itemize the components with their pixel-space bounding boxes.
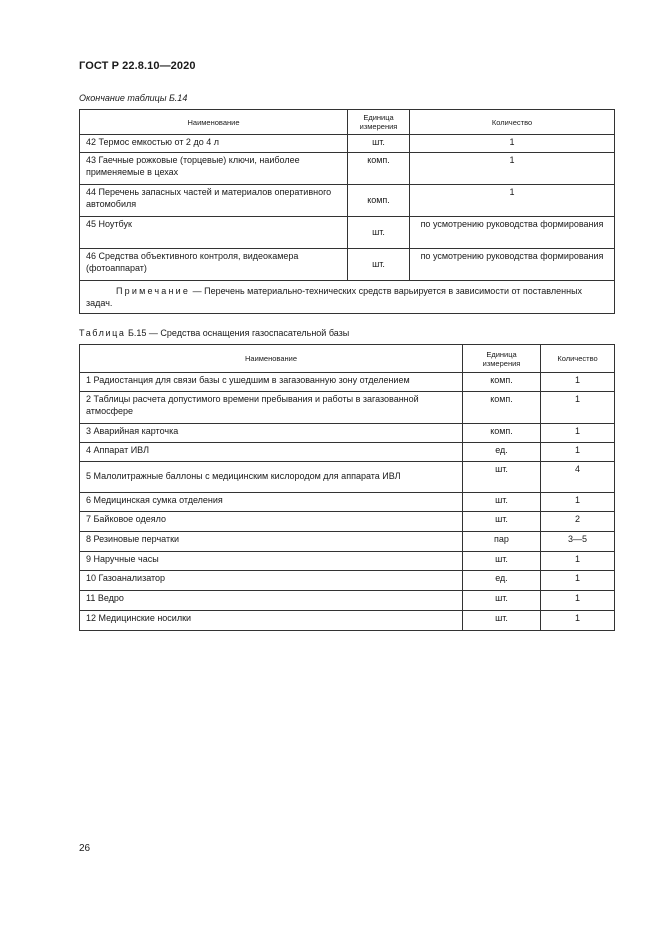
- row-qty: 1: [541, 424, 615, 443]
- table-row: [80, 135, 615, 153]
- table-row: [80, 571, 615, 591]
- table-header-row: [80, 110, 615, 135]
- row-unit: шт.: [348, 217, 410, 249]
- row-name: 45 Ноутбук: [80, 217, 348, 249]
- row-unit: шт.: [463, 493, 541, 512]
- row-qty: по усмотрению руководства формирования: [410, 217, 615, 249]
- row-name: 9 Наручные часы: [80, 552, 463, 571]
- row-qty: 1: [541, 611, 615, 631]
- row-name: 42 Термос емкостью от 2 до 4 л: [80, 135, 348, 153]
- table-header-row: [80, 345, 615, 373]
- row-qty: 1: [541, 571, 615, 591]
- row-unit: ед.: [463, 443, 541, 462]
- table-b14-end: [79, 109, 615, 314]
- table-note-row: [80, 281, 615, 314]
- row-unit: пар: [463, 532, 541, 552]
- table-row: [80, 249, 615, 281]
- row-qty: 2: [541, 512, 615, 532]
- table-row: [80, 424, 615, 443]
- row-qty: 1: [410, 135, 615, 153]
- row-qty: 1: [541, 591, 615, 611]
- table-row: [80, 462, 615, 493]
- col-header-unit: Единица измерения: [463, 345, 541, 373]
- row-unit: шт.: [348, 249, 410, 281]
- row-qty: 1: [541, 552, 615, 571]
- table2-caption-label: Таблица: [79, 328, 126, 338]
- col-header-unit: Единица измерения: [348, 110, 410, 135]
- page-number: 26: [79, 843, 91, 854]
- row-name: 46 Средства объективного контроля, видеокамера (фотоаппарат): [80, 249, 348, 281]
- col-header-name: Наименование: [80, 110, 348, 135]
- row-name: 11 Ведро: [80, 591, 463, 611]
- row-unit: комп.: [463, 424, 541, 443]
- table-row: [80, 185, 615, 217]
- table-row: [80, 611, 615, 631]
- row-qty: 1: [410, 153, 615, 185]
- row-qty: 1: [541, 373, 615, 392]
- row-unit: комп.: [348, 153, 410, 185]
- note-text: — Перечень материально-технических средств варьируется в зависимости от поставленных задач.: [86, 286, 583, 308]
- table-row: [80, 493, 615, 512]
- row-name: 5 Малолитражные баллоны с медицинским кислородом для аппарата ИВЛ: [80, 462, 463, 493]
- table-row: [80, 552, 615, 571]
- col-header-qty: Количество: [541, 345, 615, 373]
- row-name: 2 Таблицы расчета допустимого времени пребывания и работы в загазованной атмосфере: [80, 392, 463, 424]
- table2-caption: [79, 328, 349, 338]
- table1-caption: Окончание таблицы Б.14: [79, 93, 188, 103]
- row-qty: 3—5: [541, 532, 615, 552]
- row-unit: шт.: [463, 512, 541, 532]
- table2-caption-text: Б.15 — Средства оснащения газоспасательной базы: [125, 328, 350, 338]
- row-unit: шт.: [463, 552, 541, 571]
- row-qty: 1: [410, 185, 615, 217]
- row-qty: 1: [541, 493, 615, 512]
- document-title: ГОСТ Р 22.8.10—2020: [79, 60, 196, 72]
- row-name: 10 Газоанализатор: [80, 571, 463, 591]
- row-name: 44 Перечень запасных частей и материалов оперативного автомобиля: [80, 185, 348, 217]
- row-name: 6 Медицинская сумка отделения: [80, 493, 463, 512]
- row-unit: комп.: [463, 392, 541, 424]
- note-label: Примечание: [116, 286, 191, 296]
- row-name: 8 Резиновые перчатки: [80, 532, 463, 552]
- row-name: 12 Медицинские носилки: [80, 611, 463, 631]
- row-name: 1 Радиостанция для связи базы с ушедшим в загазованную зону отделением: [80, 373, 463, 392]
- table-row: [80, 512, 615, 532]
- col-header-qty: Количество: [410, 110, 615, 135]
- table-row: [80, 532, 615, 552]
- row-name: 7 Байковое одеяло: [80, 512, 463, 532]
- row-unit: шт.: [463, 611, 541, 631]
- table-row: [80, 392, 615, 424]
- table-row: [80, 373, 615, 392]
- row-qty: 1: [541, 392, 615, 424]
- table-row: [80, 443, 615, 462]
- table-row: [80, 591, 615, 611]
- table-row: [80, 217, 615, 249]
- row-qty: по усмотрению руководства формирования: [410, 249, 615, 281]
- table-row: [80, 153, 615, 185]
- row-qty: 4: [541, 462, 615, 493]
- row-unit: ед.: [463, 571, 541, 591]
- row-name: 3 Аварийная карточка: [80, 424, 463, 443]
- col-header-name: Наименование: [80, 345, 463, 373]
- row-unit: шт.: [463, 591, 541, 611]
- row-unit: шт.: [463, 462, 541, 493]
- table-b15: [79, 344, 615, 631]
- row-name: 43 Гаечные рожковые (торцевые) ключи, наиболее применяемые в цехах: [80, 153, 348, 185]
- table-note: [80, 281, 615, 314]
- row-unit: комп.: [348, 185, 410, 217]
- row-name: 4 Аппарат ИВЛ: [80, 443, 463, 462]
- row-qty: 1: [541, 443, 615, 462]
- row-unit: шт.: [348, 135, 410, 153]
- row-unit: комп.: [463, 373, 541, 392]
